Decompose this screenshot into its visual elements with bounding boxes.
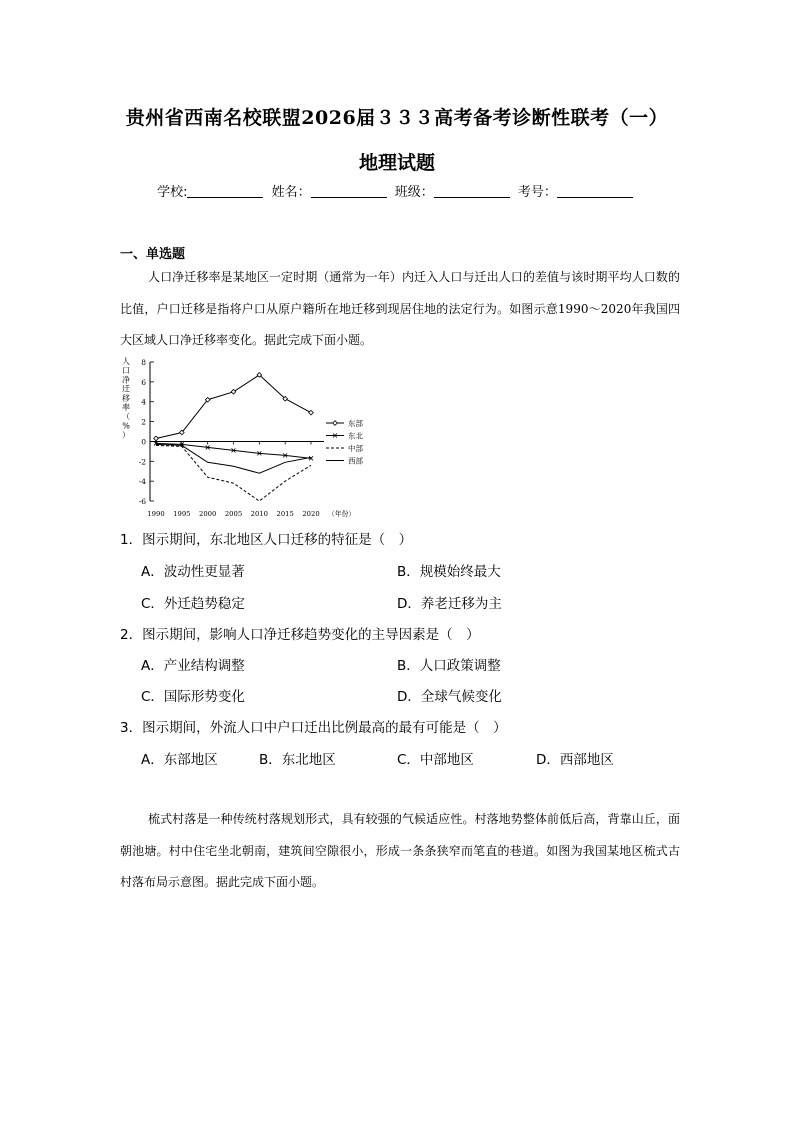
y-tick-label: -2 <box>138 457 146 467</box>
question-2-stem: 2．图示期间，影响人口净迁移趋势变化的主导因素是（ ） <box>120 627 480 643</box>
section-title: 一、单选题 <box>120 247 186 262</box>
x-tick-label: 1995 <box>173 510 191 518</box>
q3-option-d[interactable]: D．西部地区 <box>536 752 614 768</box>
migration-rate-chart <box>112 356 382 522</box>
x-tick-label: 1990 <box>147 510 165 518</box>
y-tick-label: 0 <box>141 437 146 447</box>
passage-1: 人口净迁移率是某地区一定时期（通常为一年）内迁入人口与迁出人口的差值与该时期平均人口数的比值，户口迁移是指将户口从原户籍所在地迁移到现居住地的法定行为。如图示意1990～2020年我国四大区域人口净迁移率变化。据此完成下面小题。 <box>120 270 680 347</box>
exam-number-label: 考号： <box>517 185 557 200</box>
student-info-row <box>0 181 794 200</box>
data-point <box>154 436 159 441</box>
legend-label: 东北 <box>348 431 363 441</box>
school-field[interactable] <box>187 185 263 198</box>
series-line-2 <box>156 445 311 501</box>
class-label: 班级： <box>394 185 434 200</box>
legend-label: 西部 <box>348 456 363 466</box>
q1-option-d[interactable]: D．养老迁移为主 <box>397 596 502 612</box>
exam-title: 贵州省西南名校联盟2026届３３３高考备考诊断性联考（一） <box>125 107 669 129</box>
y-tick-label: -4 <box>138 477 146 487</box>
x-tick-label: 2000 <box>199 510 217 518</box>
data-point <box>309 410 314 415</box>
q3-option-a[interactable]: A．东部地区 <box>141 752 218 768</box>
question-1-stem: 1．图示期间，东北地区人口迁移的特征是（ ） <box>120 532 413 548</box>
q1-option-a[interactable]: A．波动性更显著 <box>141 564 245 580</box>
class-field[interactable] <box>434 185 510 198</box>
q3-option-c[interactable]: C．中部地区 <box>397 752 474 768</box>
legend-marker <box>333 421 338 426</box>
passage-2: 梳式村落是一种传统村落规划形式，具有较强的气候适应性。村落地势整体前低后高，背靠山丘，面朝池塘。村中住宅坐北朝南，建筑间空隙很小，形成一条条狭窄而笔直的巷道。如图为我国某地区梳式古村落布局示意图。据此完成下面小题。 <box>120 812 680 889</box>
question-3-stem: 3．图示期间，外流人口中户口迁出比例最高的最有可能是（ ） <box>120 720 507 736</box>
x-tick-label: 2005 <box>224 510 243 518</box>
name-field[interactable] <box>311 185 387 198</box>
series-line-3 <box>156 444 311 473</box>
series-line-0 <box>156 375 311 439</box>
q2-option-c[interactable]: C．国际形势变化 <box>141 689 245 705</box>
y-tick-label: 4 <box>141 397 146 407</box>
x-axis-label: （年份） <box>328 510 356 518</box>
q3-option-b[interactable]: B．东北地区 <box>259 752 336 768</box>
y-tick-label: 2 <box>141 417 146 427</box>
x-tick-label: 2015 <box>276 510 294 518</box>
school-label: 学校: <box>157 185 188 200</box>
exam-number-field[interactable] <box>557 185 633 198</box>
y-tick-label: 6 <box>141 377 146 387</box>
legend-label: 东部 <box>348 419 363 428</box>
q2-option-a[interactable]: A．产业结构调整 <box>141 658 245 674</box>
q2-option-d[interactable]: D．全球气候变化 <box>397 689 502 705</box>
x-tick-label: 2010 <box>250 510 268 518</box>
exam-subtitle: 地理试题 <box>358 152 435 174</box>
q1-option-c[interactable]: C．外迁趋势稳定 <box>141 596 245 612</box>
y-axis-label: 人口净迁移率（%） <box>122 357 130 440</box>
y-tick-label: 8 <box>141 358 146 367</box>
y-tick-label: -6 <box>138 497 146 507</box>
name-label: 姓名： <box>271 185 311 200</box>
q2-option-b[interactable]: B．人口政策调整 <box>397 658 501 674</box>
x-tick-label: 2020 <box>302 510 320 518</box>
legend-label: 中部 <box>348 444 363 453</box>
q1-option-b[interactable]: B．规模始终最大 <box>397 564 501 580</box>
